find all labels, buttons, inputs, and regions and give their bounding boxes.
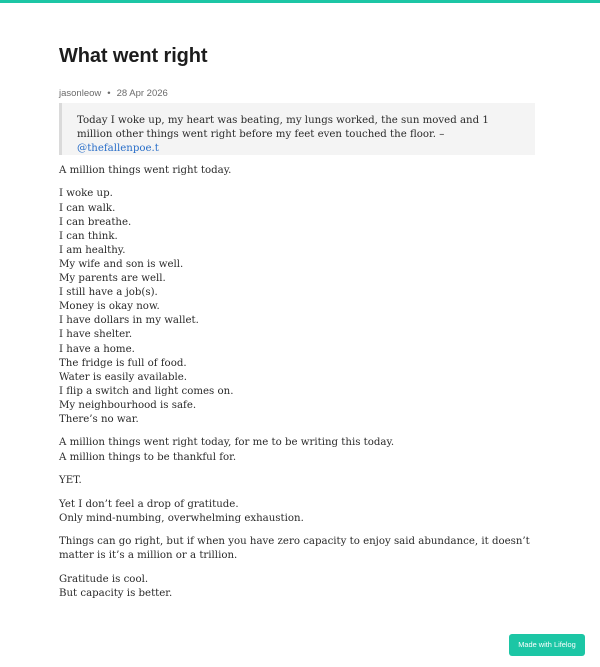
body-line: Yet I don’t feel a drop of gratitude. bbox=[59, 498, 239, 510]
body-line: Only mind-numbing, overwhelming exhaustion. bbox=[59, 512, 304, 524]
body-line: I can think. bbox=[59, 230, 118, 242]
body-line: A million things went right today. bbox=[59, 165, 232, 176]
body-line: A million things went right today, for me to be writing this today. bbox=[59, 437, 395, 449]
body-line: The fridge is full of food. bbox=[59, 357, 187, 369]
body-paragraph bbox=[59, 164, 535, 178]
body-paragraph bbox=[59, 187, 535, 427]
body-line: My neighbourhood is safe. bbox=[59, 399, 197, 411]
body-line: Things can go right, but if when you have zero capacity to enjoy said abundance, it doesn’t matter is it’s a million or a trillion. bbox=[59, 536, 530, 562]
body-line: My wife and son is well. bbox=[59, 258, 184, 270]
quote-block bbox=[59, 103, 535, 155]
post-body bbox=[59, 164, 535, 610]
body-line: I have shelter. bbox=[59, 329, 133, 341]
post-meta bbox=[59, 88, 168, 99]
top-accent-bar bbox=[0, 0, 600, 3]
body-line: I still have a job(s). bbox=[59, 287, 158, 299]
body-line: I can walk. bbox=[59, 202, 116, 214]
body-line: YET. bbox=[59, 475, 82, 487]
body-line: I woke up. bbox=[59, 188, 113, 200]
body-line: I flip a switch and light comes on. bbox=[59, 385, 234, 397]
body-paragraph bbox=[59, 498, 535, 526]
body-line: I am healthy. bbox=[59, 244, 126, 256]
made-with-lifelog-button[interactable]: Made with Lifelog bbox=[509, 634, 585, 656]
body-line: Money is okay now. bbox=[59, 301, 160, 313]
author-link[interactable]: jasonleow bbox=[59, 88, 102, 99]
quote-source-link[interactable]: @thefallenpoe.t bbox=[77, 143, 159, 154]
quote-text: Today I woke up, my heart was beating, my lungs worked, the sun moved and 1 million other things went right before my feet even touched the floor. – bbox=[77, 115, 489, 140]
body-line: A million things to be thankful for. bbox=[59, 451, 237, 463]
body-paragraph bbox=[59, 436, 535, 464]
body-paragraph bbox=[59, 535, 535, 563]
body-line: I have a home. bbox=[59, 343, 135, 355]
meta-separator: • bbox=[107, 88, 111, 99]
body-line: I can breathe. bbox=[59, 216, 132, 228]
body-line: There’s no war. bbox=[59, 413, 139, 425]
body-line: I have dollars in my wallet. bbox=[59, 315, 199, 327]
body-line: But capacity is better. bbox=[59, 587, 173, 599]
body-line: Water is easily available. bbox=[59, 371, 187, 383]
body-line: Gratitude is cool. bbox=[59, 573, 149, 585]
post-date: 28 Apr 2026 bbox=[116, 88, 168, 99]
post-title: What went right bbox=[59, 45, 208, 67]
body-line: My parents are well. bbox=[59, 273, 166, 285]
body-paragraph bbox=[59, 573, 535, 601]
body-paragraph bbox=[59, 474, 535, 488]
